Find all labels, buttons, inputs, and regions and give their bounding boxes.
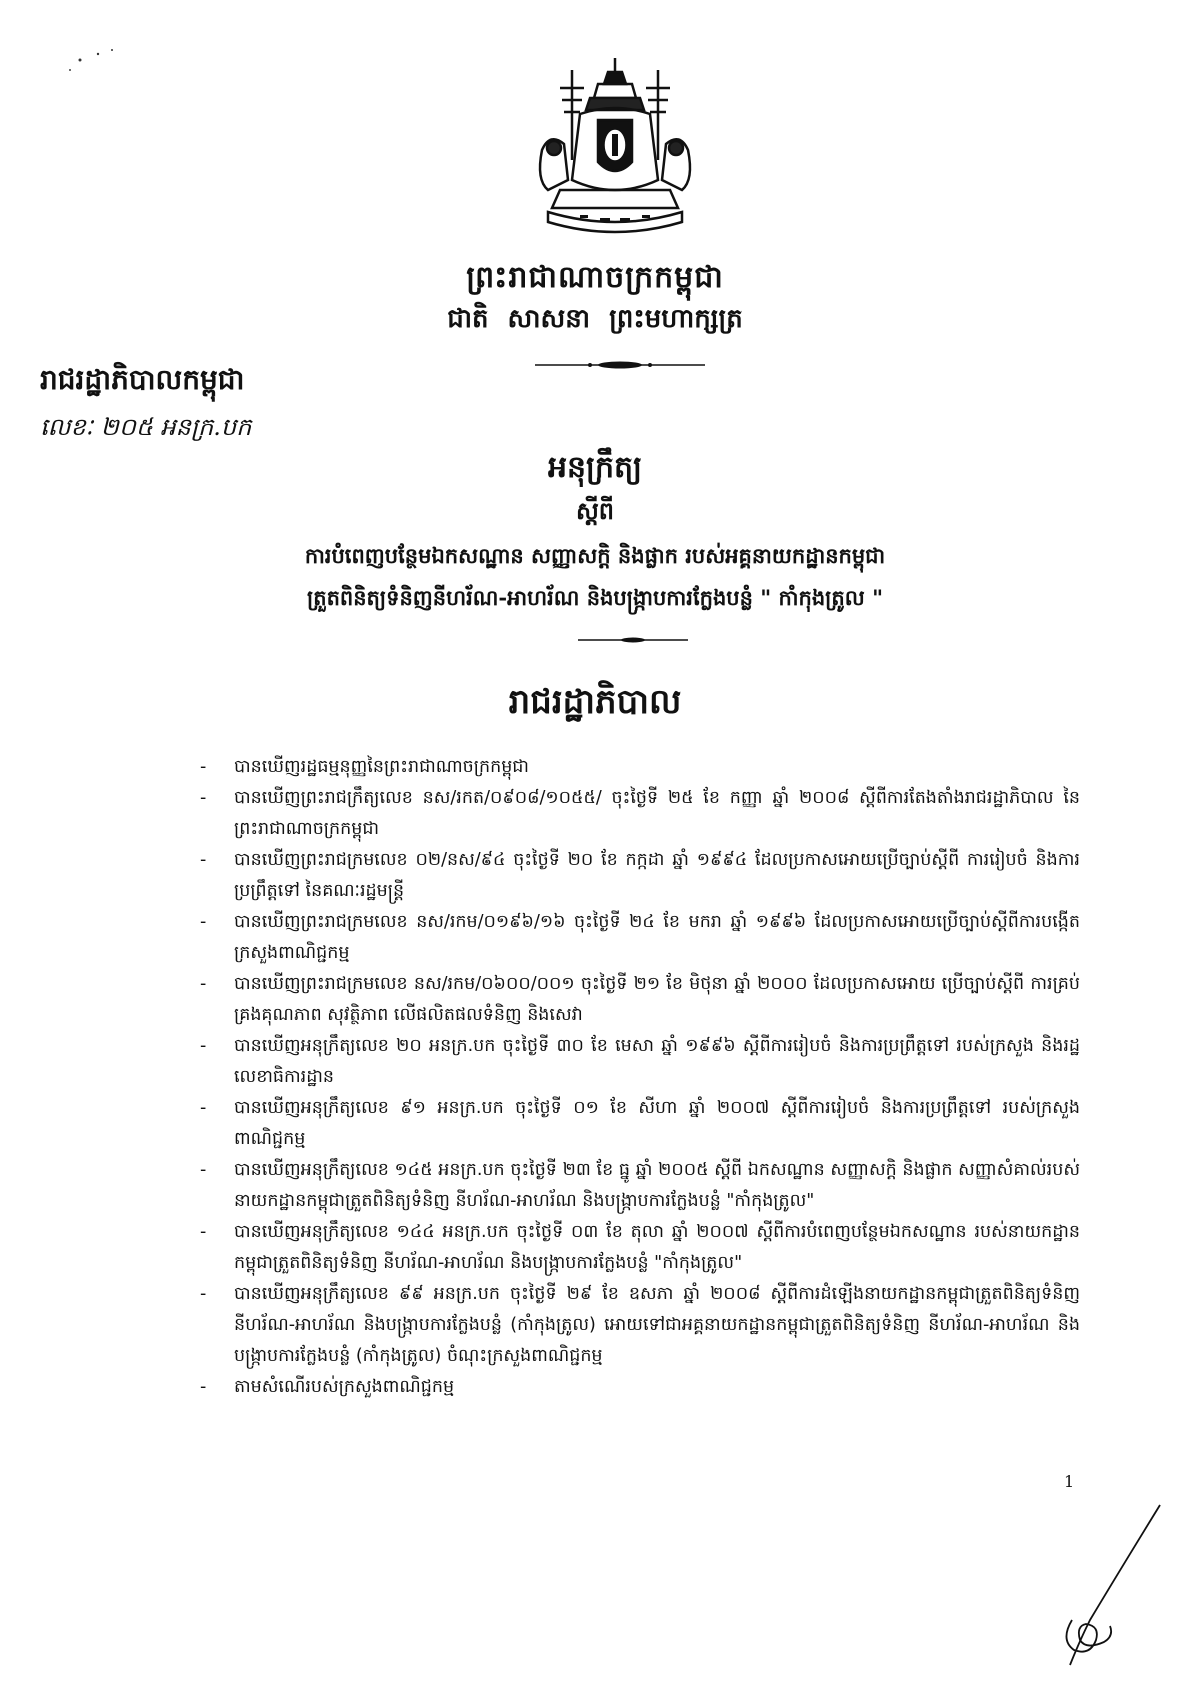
issuing-government: រាជរដ្ឋាភិបាលកម្ពុជា: [40, 363, 245, 396]
recital-item: - បានឃើញព្រះរាជក្រមលេខ នស/រកម/០៦០០/០០១ ចុះថ្ងៃទី ២១ ខែ មិថុនា ឆ្នាំ ២០០០ ដែលប្រកាសអោយ ប្រើច្បាប់ស្តីពី ការគ្រប់គ្រងគុណភាព សុវត្ថិភាព លើផលិតផលទំនិញ និងសេវា: [200, 974, 1080, 1025]
recital-item: - បានឃើញរដ្ឋធម្មនុញ្ញនៃព្រះរាជាណាចក្រកម្ពុជា: [200, 757, 529, 777]
recital-item: - បានឃើញព្រះរាជក្រមលេខ ០២/នស/៩៤ ចុះថ្ងៃទី ២០ ខែ កក្កដា ឆ្នាំ ១៩៩៤ ដែលប្រកាសអោយប្រើច្បាប់ស្តីពី ការរៀបចំ និងការប្រព្រឹត្តទៅ នៃគណៈរដ្ឋមន្ត្រី: [200, 850, 1080, 901]
subject-line-1: ការបំពេញបន្ថែមឯកសណ្ឋាន សញ្ញាសក្តិ និងផ្លាក របស់អគ្គនាយកដ្ឋានកម្ពុជា: [304, 543, 886, 568]
divider-ornament: [535, 360, 705, 370]
divider-ornament-small: [578, 635, 688, 645]
national-motto: ជាតិ សាសនា ព្រះមហាក្សត្រ: [447, 304, 743, 334]
recital-item: - បានឃើញព្រះរាជក្រឹត្យលេខ នស/រកត/០៩០៨/១០៥៥/ ចុះថ្ងៃទី ២៥ ខែ កញ្ញា ឆ្នាំ ២០០៨ ស្តីពីការតែងតាំងរាជរដ្ឋាភិបាល នៃព្រះរាជាណាចក្រកម្ពុជា: [200, 788, 1080, 839]
reference-number: លេខៈ ២០៥ អនក្រ.បក: [40, 413, 252, 441]
recitals-list: [200, 752, 1080, 1403]
document-type-title: អនុក្រឹត្យ: [547, 450, 643, 485]
kingdom-name-heading: ព្រះរាជាណាចក្រកម្ពុជា: [466, 260, 724, 295]
scan-specks: [60, 40, 180, 100]
issuer-heading: រាជរដ្ឋាភិបាល: [508, 682, 682, 722]
about-label: ស្តីពី: [575, 496, 615, 525]
recital-item: - បានឃើញអនុក្រឹត្យលេខ ២០ អនក្រ.បក ចុះថ្ងៃទី ៣០ ខែ មេសា ឆ្នាំ ១៩៩៦ ស្តីពីការរៀបចំ និងការប្រព្រឹត្តទៅ របស់ក្រសួង និងរដ្ឋលេខាធិការដ្ឋាន: [200, 1036, 1080, 1087]
recital-item: - បានឃើញអនុក្រឹត្យលេខ ៩១ អនក្រ.បក ចុះថ្ងៃទី ០១ ខែ សីហា ឆ្នាំ ២០០៧ ស្តីពីការរៀបចំ និងការប្រព្រឹត្តទៅ របស់ក្រសួងពាណិជ្ជកម្ម: [200, 1098, 1080, 1149]
handwritten-signature: [1050, 1500, 1170, 1670]
recital-item: - បានឃើញអនុក្រឹត្យលេខ ១៤៥ អនក្រ.បក ចុះថ្ងៃទី ២៣ ខែ ធ្នូ ឆ្នាំ ២០០៥ ស្តីពី ឯកសណ្ឋាន សញ្ញាសក្តិ និងផ្លាក សញ្ញាសំគាល់របស់នាយកដ្ឋានកម្ពុជាត្រួតពិនិត្យទំនិញ នីហរ័ណ-អាហរ័ណ និងបង្ក្រាបការក្លែងបន្លំ "កាំកុងត្រូល": [200, 1160, 1080, 1211]
page-number: 1: [1064, 1472, 1075, 1491]
recital-item: - បានឃើញព្រះរាជក្រមលេខ នស/រកម/០១៩៦/១៦ ចុះថ្ងៃទី ២៤ ខែ មករា ឆ្នាំ ១៩៩៦ ដែលប្រកាសអោយប្រើច្បាប់ស្តីពីការបង្កើតក្រសួងពាណិជ្ជកម្ម: [200, 912, 1080, 963]
subject-line-2: ត្រួតពិនិត្យទំនិញនីហរ័ណ-អាហរ័ណ និងបង្ក្រាបការក្លែងបន្លំ " កាំកុងត្រូល ": [306, 585, 884, 610]
recital-item: - បានឃើញអនុក្រឹត្យលេខ ១៤៤ អនក្រ.បក ចុះថ្ងៃទី ០៣ ខែ តុលា ឆ្នាំ ២០០៧ ស្តីពីការបំពេញបន្ថែមឯកសណ្ឋាន របស់នាយកដ្ឋានកម្ពុជាត្រួតពិនិត្យទំនិញ នីហរ័ណ-អាហរ័ណ និងបង្ក្រាបការក្លែងបន្លំ "កាំកុងត្រូល": [200, 1222, 1080, 1273]
royal-coat-of-arms-emblem: [520, 50, 710, 240]
recital-item: - បានឃើញអនុក្រឹត្យលេខ ៩៩ អនក្រ.បក ចុះថ្ងៃទី ២៩ ខែ ឧសភា ឆ្នាំ ២០០៨ ស្តីពីការដំឡើងនាយកដ្ឋានកម្ពុជាត្រួតពិនិត្យទំនិញ នីហរ័ណ-អាហរ័ណ និងបង្ក្រាបការក្លែងបន្លំ (កាំកុងត្រូល) អោយទៅជាអគ្គនាយកដ្ឋានកម្ពុជាត្រួតពិនិត្យទំនិញ នីហរ័ណ-អាហរ័ណ និងបង្ក្រាបការក្លែងបន្លំ (កាំកុងត្រូល) ចំណុះក្រសួងពាណិជ្ជកម្ម: [200, 1284, 1080, 1366]
recital-item: - តាមសំណើរបស់ក្រសួងពាណិជ្ជកម្ម: [200, 1377, 455, 1397]
